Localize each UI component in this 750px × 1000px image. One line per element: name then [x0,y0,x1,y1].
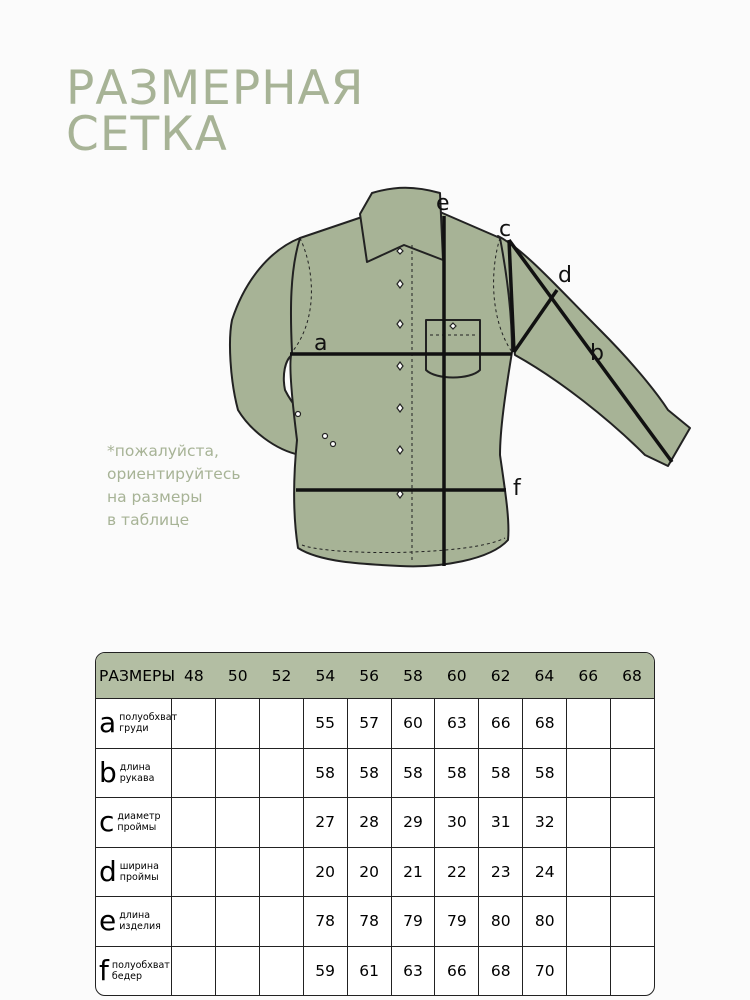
table-cell [260,897,304,946]
table-row [96,749,654,799]
table-cell: 63 [435,699,479,748]
row-description [112,960,170,982]
row-label [96,749,172,798]
row-description-line: диаметр [117,811,161,823]
table-cell [567,798,611,847]
button-icon [296,412,301,417]
table-cell [260,848,304,897]
table-cell [567,699,611,748]
table-cell: 58 [435,749,479,798]
table-cell [172,897,216,946]
table-cell: 80 [479,897,523,946]
table-cell [216,699,260,748]
table-cell: 32 [523,798,567,847]
table-cell [216,897,260,946]
table-cell [216,749,260,798]
row-letter: c [99,805,115,839]
table-cell [260,947,304,996]
measure-label-b: b [590,341,604,366]
row-label [96,897,172,946]
table-cell [216,848,260,897]
table-cell: 55 [304,699,348,748]
table-cell [567,897,611,946]
table-cell [611,897,654,946]
row-description-line: длина [119,910,151,922]
table-cell: 80 [523,897,567,946]
size-header: 48 [184,666,204,685]
table-cell [172,798,216,847]
table-cell [611,699,654,748]
measure-label-d: d [558,263,572,288]
size-header: 66 [578,666,599,685]
note-line: в таблице [107,511,190,529]
table-cell: 21 [392,848,436,897]
row-letter: b [99,755,117,789]
size-header: 56 [359,666,380,685]
table-cell: 58 [304,749,348,798]
row-description-line: рукава [119,772,155,784]
measure-label-f: f [513,476,521,501]
table-cell [172,749,216,798]
row-description-line: изделия [119,921,161,933]
table-cell: 68 [479,947,523,996]
size-header: 50 [227,666,248,685]
table-body [96,699,654,995]
size-header: 68 [622,666,642,685]
button-icon [323,434,328,439]
table-cell [611,749,654,798]
header-label: РАЗМЕРЫ [99,666,176,685]
row-description-line: бедер [111,970,143,982]
table-cell: 30 [435,798,479,847]
size-header: 52 [271,666,292,685]
row-description-line: длина [119,761,151,773]
row-letter: e [99,904,117,938]
row-description-line: груди [119,723,149,735]
table-cell: 60 [392,699,436,748]
table-cell [172,848,216,897]
measure-label-a: a [314,331,328,356]
table-cell [216,798,260,847]
row-description [120,762,155,784]
table-cell: 78 [304,897,348,946]
row-description [120,861,159,883]
row-description-line: полуобхват [111,959,170,971]
table-cell: 58 [348,749,392,798]
table-cell: 23 [479,848,523,897]
title-line-1: РАЗМЕРНАЯ [66,61,365,116]
size-header: 64 [534,666,555,685]
table-cell: 66 [435,947,479,996]
button-icon [331,442,336,447]
row-description-line: проймы [119,871,159,883]
table-cell [172,699,216,748]
table-cell: 79 [392,897,436,946]
row-description [119,712,177,734]
row-label [96,848,172,897]
row-description-line: проймы [117,822,157,834]
table-cell [611,848,654,897]
table-row [96,798,654,848]
note-line: на размеры [107,488,203,506]
table-cell: 63 [392,947,436,996]
row-description [119,910,161,932]
table-cell: 58 [479,749,523,798]
table-row [96,947,654,996]
table-row [96,848,654,898]
size-table [95,652,655,996]
row-letter: f [99,953,109,987]
row-letter: a [99,706,117,740]
table-cell: 66 [479,699,523,748]
row-description-line: полуобхват [119,712,178,724]
row-letter: d [99,854,117,888]
table-header [96,653,654,699]
table-cell: 79 [435,897,479,946]
table-cell: 20 [348,848,392,897]
table-cell: 70 [523,947,567,996]
table-cell: 31 [479,798,523,847]
table-cell [611,947,654,996]
measure-label-c: c [499,217,512,242]
row-label [96,947,172,996]
table-cell [216,947,260,996]
table-cell: 59 [304,947,348,996]
table-cell [260,798,304,847]
row-label [96,699,178,748]
size-header: 58 [403,666,423,685]
table-cell: 22 [435,848,479,897]
table-cell: 68 [523,699,567,748]
table-cell [172,947,216,996]
table-cell: 27 [304,798,348,847]
note-line: *пожалуйста, [107,442,219,460]
note-line: ориентируйтесь [107,465,241,483]
table-cell: 61 [348,947,392,996]
table-cell: 58 [392,749,436,798]
table-cell: 57 [348,699,392,748]
table-cell [611,798,654,847]
table-cell [260,699,304,748]
table-cell [567,947,611,996]
row-label [96,798,172,847]
title-line-2: СЕТКА [66,107,228,162]
table-cell: 28 [348,798,392,847]
table-row [96,699,654,749]
table-row [96,897,654,947]
table-cell [567,848,611,897]
measure-label-e: e [436,191,450,216]
size-header: 60 [446,666,467,685]
row-description-line: ширина [119,860,159,872]
table-cell [567,749,611,798]
table-cell: 20 [304,848,348,897]
table-cell: 78 [348,897,392,946]
table-cell: 24 [523,848,567,897]
table-cell [260,749,304,798]
size-header: 62 [490,666,511,685]
row-description [117,811,160,833]
shirt-body [290,212,512,566]
table-cell: 29 [392,798,436,847]
size-header: 54 [315,666,336,685]
table-cell: 58 [523,749,567,798]
